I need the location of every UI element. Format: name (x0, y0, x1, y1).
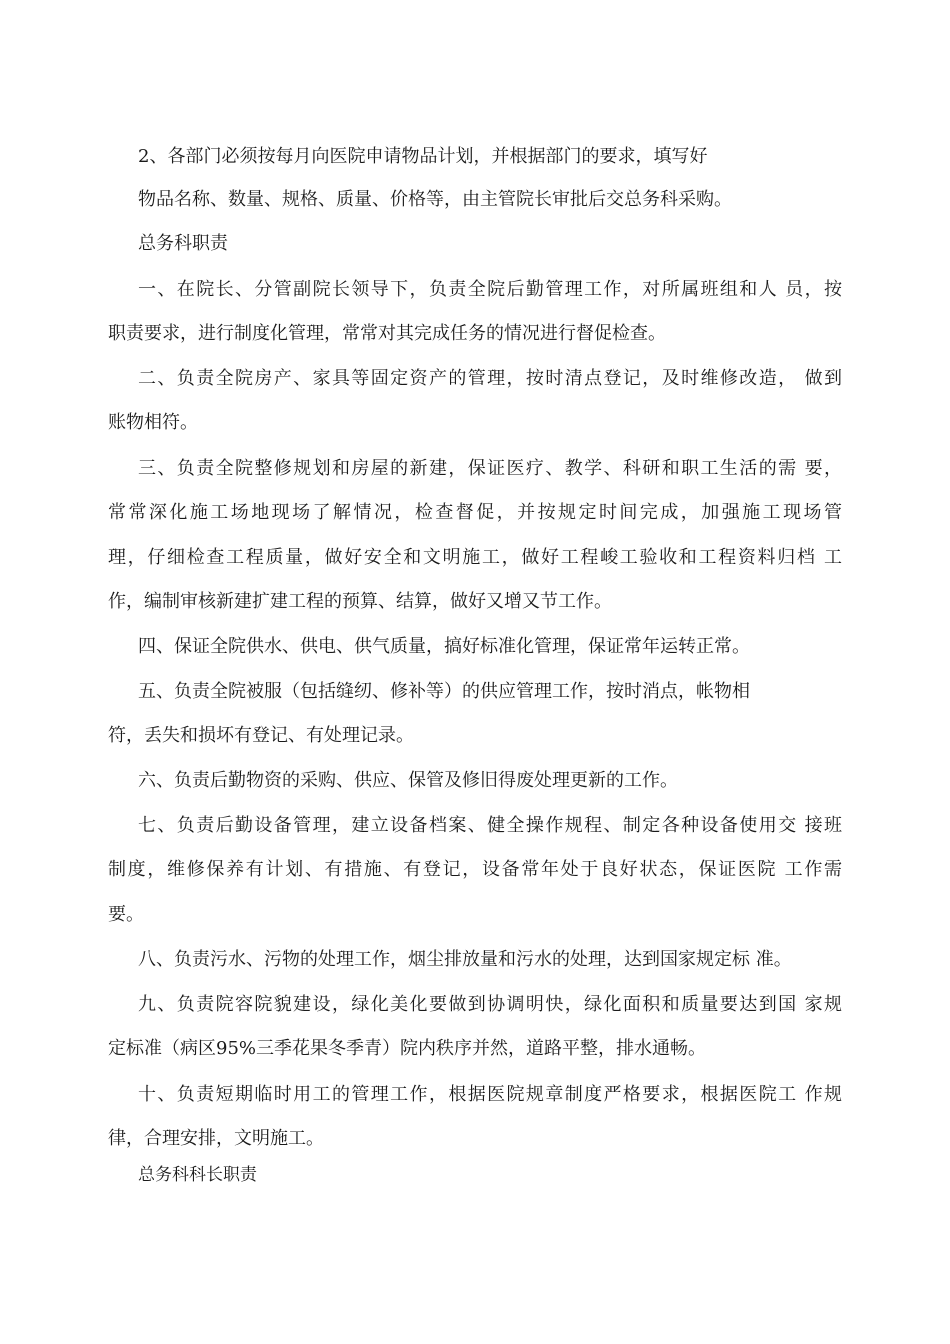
duty-3-line: 作，编制审核新建扩建工程的预算、结算，做好又增又节工作。 (108, 591, 612, 612)
duty-7-line: 要。 (108, 904, 144, 925)
duty-3-line: 三、负责全院整修规划和房屋的新建，保证医疗、教学、科研和职工生活的需 要， (138, 458, 842, 479)
duty-3-line: 常常深化施工场地现场了解情况，检查督促，并按规定时间完成，加强施工现场管 (108, 502, 842, 523)
duty-7-line: 制度，维修保养有计划、有措施、有登记，设备常年处于良好状态，保证医院 工作需 (108, 859, 842, 880)
duty-1-line: 职责要求，进行制度化管理，常常对其完成任务的情况进行督促检查。 (108, 323, 666, 344)
duty-3-line: 理，仔细检查工程质量，做好安全和文明施工，做好工程峻工验收和工程资料归档 工 (108, 547, 842, 568)
duty-5-line: 五、负责全院被服（包括缝纫、修补等）的供应管理工作，按时消点，帐物相 (138, 681, 750, 702)
duty-2-line: 二、负责全院房产、家具等固定资产的管理，按时清点登记，及时维修改造， 做到 (138, 368, 842, 389)
duty-5-line: 符，丢失和损坏有登记、有处理记录。 (108, 725, 414, 746)
paragraph-line: 2、各部门必须按每月向医院申请物品计划，并根据部门的要求，填写好 (138, 146, 708, 167)
section-heading: 总务科科长职责 (138, 1165, 257, 1185)
duty-9-line: 定标准（病区95%三季花果冬季青）院内秩序并然，道路平整，排水通畅。 (108, 1038, 707, 1059)
duty-2-line: 账物相符。 (108, 412, 198, 433)
duty-8-line: 八、负责污水、污物的处理工作，烟尘排放量和污水的处理，达到国家规定标 准。 (138, 949, 792, 970)
duty-9-line: 九、负责院容院貌建设，绿化美化要做到协调明快，绿化面积和质量要达到国 家规 (138, 994, 842, 1015)
duty-6-line: 六、负责后勤物资的采购、供应、保管及修旧得废处理更新的工作。 (138, 770, 678, 791)
duty-4-line: 四、保证全院供水、供电、供气质量，搞好标准化管理，保证常年运转正常。 (138, 636, 750, 657)
duty-10-line: 律，合理安排，文明施工。 (108, 1128, 324, 1149)
duty-1-line: 一、在院长、分管副院长领导下，负责全院后勤管理工作，对所属班组和人 员，按 (138, 279, 842, 300)
paragraph-line: 物品名称、数量、规格、质量、价格等，由主管院长审批后交总务科采购。 (138, 189, 732, 210)
duty-7-line: 七、负责后勤设备管理，建立设备档案、健全操作规程、制定各种设备使用交 接班 (138, 815, 842, 836)
duty-10-line: 十、负责短期临时用工的管理工作，根据医院规章制度严格要求，根据医院工 作规 (138, 1084, 842, 1105)
section-heading: 总务科职责 (138, 233, 228, 254)
